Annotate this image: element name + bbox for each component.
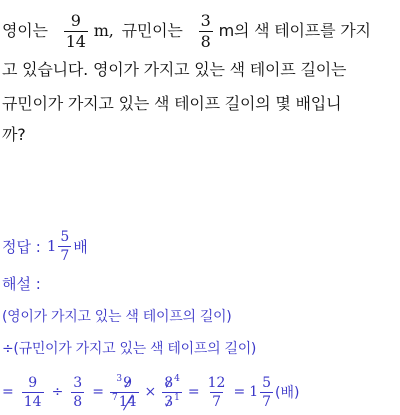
question-text-c: m의 색 테이프를 가지 xyxy=(218,21,371,40)
answer-fraction: $\frac{5}{7}$ xyxy=(60,228,70,264)
equals-sign: = xyxy=(92,384,104,400)
times-sign: × xyxy=(144,384,157,400)
unit-m: m, xyxy=(93,21,114,40)
cancelled-8: 8 xyxy=(164,374,174,391)
divide-sign: ÷ xyxy=(51,384,64,400)
eq-fraction-9-14: $\frac{9}{14}$ xyxy=(23,374,42,410)
equals-sign: = xyxy=(233,384,246,400)
explanation-line-2: ÷(규민이가 가지고 있는 색 테이프의 길이) xyxy=(2,341,257,357)
answer-unit: 배 xyxy=(73,237,88,256)
cancel-fraction-8-3 xyxy=(162,373,182,410)
mixed-whole: 1 xyxy=(249,384,259,400)
cancel-result-7: 7 xyxy=(111,392,118,403)
cancel-result-4: 4 xyxy=(174,373,180,384)
fraction-9-14: $\frac{9}{14}$ xyxy=(65,10,86,51)
eq-fraction-3-8: $\frac{3}{8}$ xyxy=(73,374,83,410)
cancelled-3: 3 xyxy=(164,393,174,410)
result-fraction-12-7: $\frac{12}{7}$ xyxy=(207,374,226,410)
explanation-equation xyxy=(2,372,300,412)
question-line-4: 까? xyxy=(2,125,26,144)
cancel-result-1: 1 xyxy=(174,392,180,403)
explanation-label: 해설 : xyxy=(2,275,41,293)
explanation-line-1: (영이가 가지고 있는 색 테이프의 길이) xyxy=(2,309,232,325)
question-line-2: 고 있습니다. 영이가 가지고 있는 색 테이프 길이는 xyxy=(2,60,347,79)
answer-whole: 1 xyxy=(46,237,57,255)
question-line-3: 규민이가 가지고 있는 색 테이프 길이의 몇 배입니 xyxy=(2,94,342,113)
question-line-1 xyxy=(2,10,371,51)
mixed-fraction-5-7: $\frac{5}{7}$ xyxy=(262,374,272,410)
result-unit: (배) xyxy=(275,385,300,401)
cancelled-14: 14 xyxy=(118,393,137,410)
cancel-result-3: 3 xyxy=(116,373,123,384)
answer-label: 정답 : xyxy=(2,237,41,256)
answer-line xyxy=(2,228,88,264)
fraction-3-8: $\frac{3}{8}$ xyxy=(200,10,211,51)
cancelled-9: 9 xyxy=(123,374,133,391)
question-text-b: 규민이는 xyxy=(121,21,183,40)
equals-sign: = xyxy=(187,384,200,400)
equals-sign: = xyxy=(2,384,14,400)
question-text-a: 영이는 xyxy=(2,21,48,40)
cancel-fraction-9-14 xyxy=(110,373,139,410)
